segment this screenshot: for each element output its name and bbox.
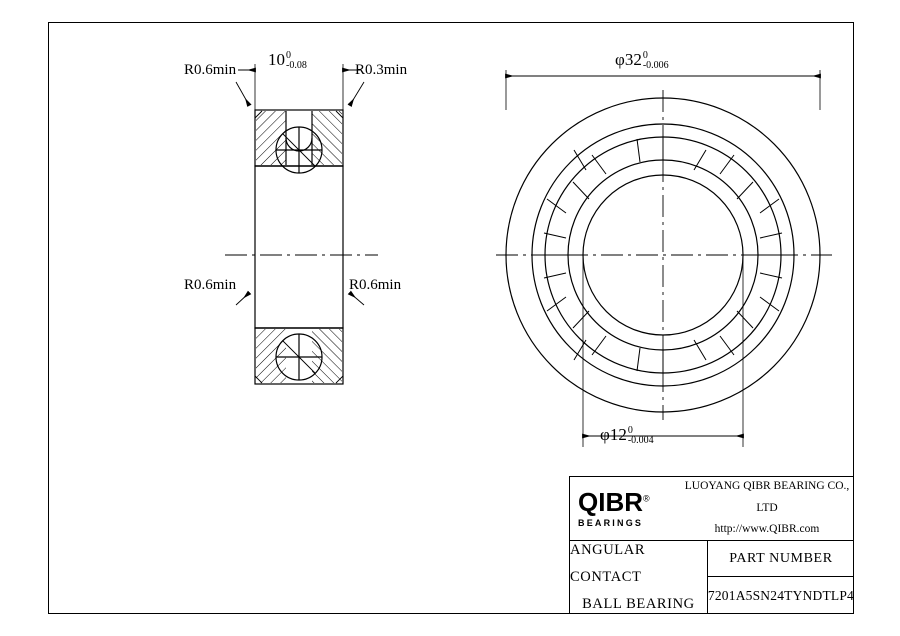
note-r06min-bottom-left: R0.6min [184, 277, 237, 293]
od-value: 32 [624, 50, 642, 69]
logo-word: QIBR [578, 487, 643, 517]
company-info [680, 476, 854, 542]
part-number-value: 7201A5SN24TYNDTLP4 [707, 587, 854, 603]
bore-value: 12 [609, 425, 627, 444]
part-number-label: PART NUMBER [708, 541, 854, 577]
bore-tolerance [628, 426, 654, 447]
od-symbol: φ [615, 50, 625, 69]
od-tol-lower: -0.006 [642, 60, 669, 72]
company-website[interactable]: http://www.QIBR.com [714, 523, 820, 536]
bore-symbol: φ [600, 425, 610, 444]
company-logo [570, 489, 680, 528]
dimension-width-value: 10 [268, 50, 285, 69]
od-tolerance [643, 51, 669, 72]
note-r03min-top-right: R0.3min [355, 62, 408, 78]
dimension-width [268, 50, 307, 72]
dimension-bore-diameter [600, 425, 654, 447]
company-name: LUOYANG QIBR BEARING CO., LTD [684, 479, 850, 514]
od-tol-upper: 0 [642, 49, 648, 61]
dimension-width-tol-upper: 0 [286, 49, 291, 61]
note-r06min-bottom-right: R0.6min [349, 277, 402, 293]
title-block-body [570, 541, 854, 614]
title-block [569, 476, 854, 614]
logo-text [578, 489, 650, 515]
product-line-1: ANGULAR CONTACT [570, 542, 646, 586]
bore-tol-lower: -0.004 [627, 435, 654, 447]
note-r06min-top-left: R0.6min [184, 62, 237, 78]
product-description [570, 541, 708, 614]
dimension-width-tolerance [286, 51, 307, 72]
title-block-header [570, 477, 854, 541]
part-number-section [708, 541, 854, 614]
product-line-2: BALL BEARING [582, 595, 695, 612]
logo-subtitle: BEARINGS [578, 518, 644, 528]
bore-tol-upper: 0 [627, 424, 633, 436]
dimension-width-tol-lower: -0.08 [286, 60, 307, 72]
registered-trademark-icon: ® [643, 493, 650, 504]
dimension-outer-diameter [615, 50, 669, 72]
